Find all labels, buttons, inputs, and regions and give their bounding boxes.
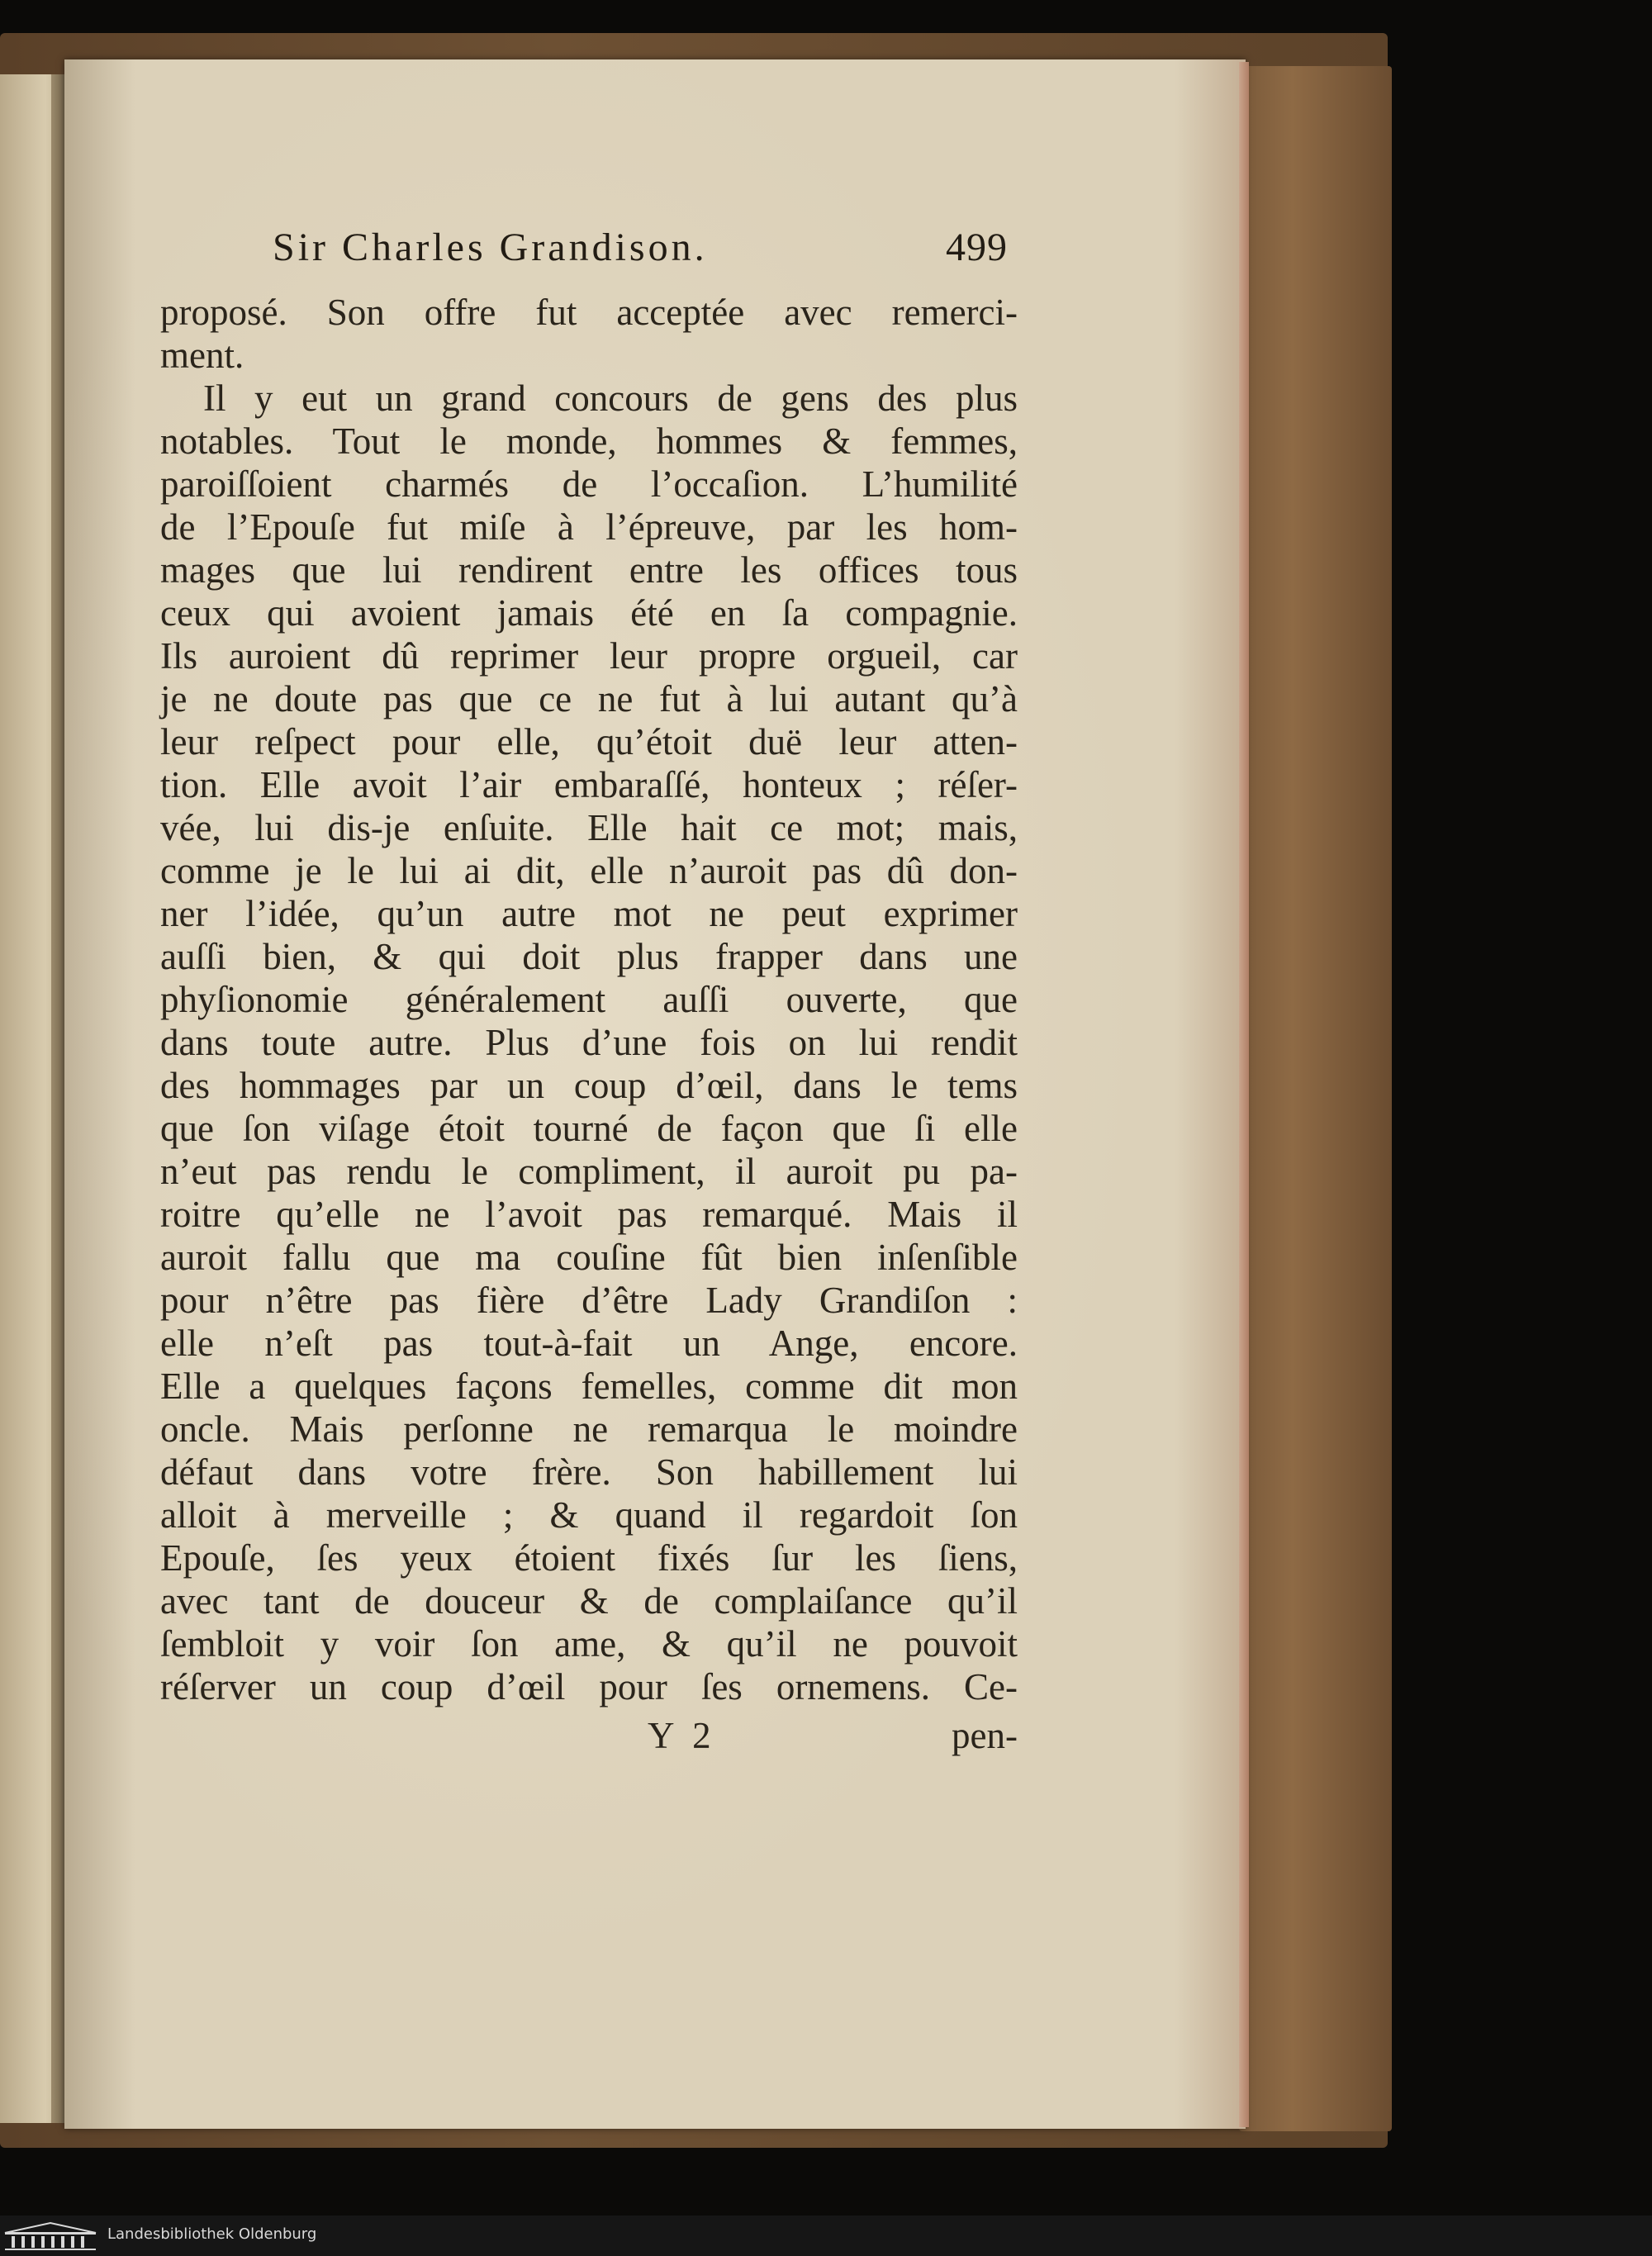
text-line: dans toute autre. Plus d’une fois on lui rendit [160, 1022, 1018, 1063]
catchword: pen- [952, 1715, 1018, 1756]
text-line: pour n’être pas fière d’être Lady Grandiſon : [160, 1280, 1018, 1321]
text-line: ner l’idée, qu’un autre mot ne peut exprimer [160, 893, 1018, 934]
text-line: proposé. Son offre fut acceptée avec remerci- [160, 292, 1018, 333]
text-line: Elle a quelques façons femelles, comme dit mon [160, 1365, 1018, 1407]
text-line: vée, lui dis-je enſuite. Elle hait ce mot; mais, [160, 807, 1018, 848]
body-text [160, 291, 1018, 1708]
page-footer [160, 1714, 1018, 1759]
text-line: tion. Elle avoit l’air embaraſſé, honteux ; réſer- [160, 764, 1018, 805]
page-edge [1239, 62, 1249, 2127]
text-line: ment. [160, 335, 244, 376]
text-line: auſſi bien, & qui doit plus frapper dans une [160, 936, 1018, 977]
text-line: défaut dans votre frère. Son habillement lui [160, 1451, 1018, 1493]
text-line: alloit à merveille ; & quand il regardoit ſon [160, 1494, 1018, 1536]
signature-mark: Y 2 [648, 1715, 716, 1756]
page-number: 499 [946, 226, 1008, 269]
cover-right-edge [1239, 66, 1392, 2131]
text-line: paroiſſoient charmés de l’occaſion. L’humilité [160, 463, 1018, 505]
text-line: ſembloit y voir ſon ame, & qu’il ne pouvoit [160, 1623, 1018, 1665]
text-line: auroit fallu que ma couſine fût bien inſenſible [160, 1237, 1018, 1278]
text-line: réſerver un coup d’œil pour ſes ornemens. Ce- [160, 1666, 1018, 1707]
text-line: n’eut pas rendu le compliment, il auroit pu pa- [160, 1151, 1018, 1192]
text-line: leur reſpect pour elle, qu’étoit duë leur atten- [160, 721, 1018, 762]
text-line: des hommages par un coup d’œil, dans le tems [160, 1065, 1018, 1106]
text-line: comme je le lui ai dit, elle n’auroit pas dû don- [160, 850, 1018, 891]
text-line: ceux qui avoient jamais été en ſa compagnie. [160, 592, 1018, 634]
text-line: de l’Epouſe fut miſe à l’épreuve, par les hom- [160, 506, 1018, 548]
text-line: notables. Tout le monde, hommes & femmes, [160, 420, 1018, 462]
text-line: que ſon viſage étoit tourné de façon que ſi elle [160, 1108, 1018, 1149]
running-head [273, 225, 1008, 283]
text-line: je ne doute pas que ce ne fut à lui autant qu’à [160, 678, 1018, 720]
running-head-title: Sir Charles Grandison. [273, 226, 708, 269]
text-line: mages que lui rendirent entre les offices tous [160, 549, 1018, 591]
library-building-icon [3, 2221, 97, 2251]
text-line: avec tant de douceur & de complaiſance qu’il [160, 1580, 1018, 1622]
text-line: oncle. Mais perſonne ne remarqua le moindre [160, 1408, 1018, 1450]
text-line: Il y eut un grand concours de gens des plus [203, 378, 1018, 419]
text-line: Epouſe, ſes yeux étoient fixés ſur les ſiens, [160, 1537, 1018, 1579]
text-line: Ils auroient dû reprimer leur propre orgueil, car [160, 635, 1018, 677]
text-line: elle n’eſt pas tout-à-fait un Ange, encore. [160, 1323, 1018, 1364]
text-line: phyſionomie généralement auſſi ouverte, que [160, 979, 1018, 1020]
text-line: roitre qu’elle ne l’avoit pas remarqué. Mais il [160, 1194, 1018, 1235]
library-name: Landesbibliothek Oldenburg [107, 2225, 317, 2243]
